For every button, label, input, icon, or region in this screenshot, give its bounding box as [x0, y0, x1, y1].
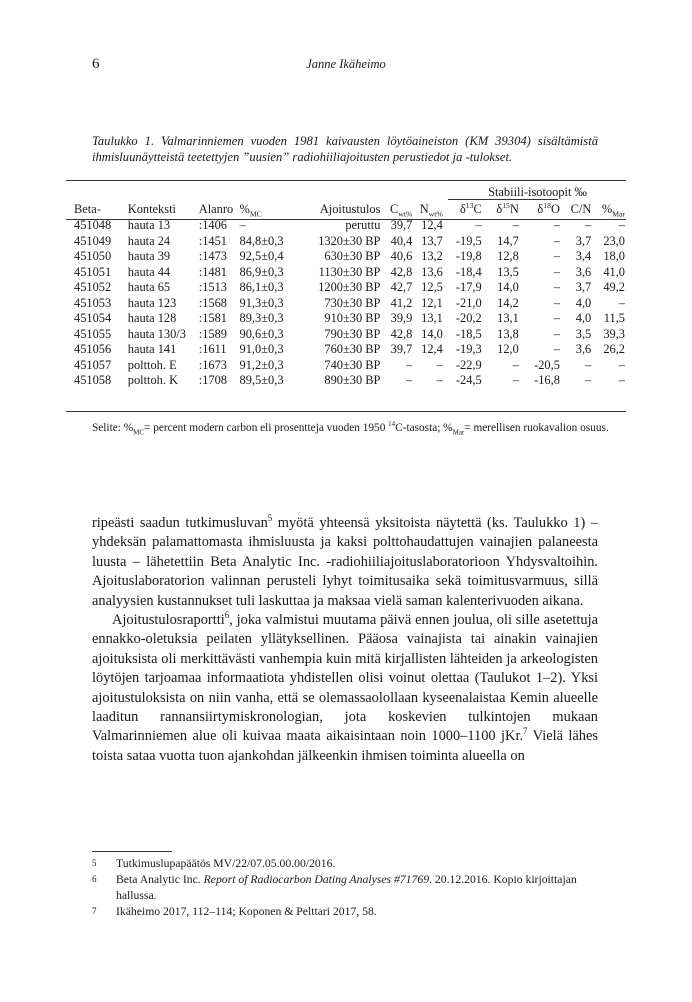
- cell-beta: 451058: [74, 373, 112, 387]
- cell-alnro: :1708: [198, 373, 227, 387]
- cell-n-wt: 13,7: [421, 233, 443, 248]
- col-context: Konteksti: [127, 202, 176, 216]
- cell-delta13c: -19,8: [455, 249, 482, 263]
- cell-n-wt: 12,5: [421, 280, 443, 294]
- cell-delta15n: 12,0: [497, 342, 519, 356]
- cell-delta18o: –: [553, 218, 560, 232]
- cell-delta13c: -19,3: [455, 342, 482, 356]
- cell-alnro: :1473: [198, 249, 227, 263]
- cell-context: hauta 130/3: [127, 326, 186, 341]
- cell-context: hauta 128: [127, 311, 177, 325]
- cell-context: hauta 44: [127, 264, 171, 279]
- running-head: Janne Ikäheimo: [306, 57, 386, 71]
- cell-cn: 3,5: [575, 326, 592, 341]
- table-row: [66, 280, 626, 296]
- table-row: [66, 311, 626, 327]
- cell-delta18o: –: [553, 280, 560, 294]
- footnote-ref-5: 5: [267, 513, 273, 524]
- cell-context: hauta 141: [127, 342, 177, 356]
- cell-alnro: :1581: [198, 311, 227, 325]
- col-delta18o: $\delta^{18}O$: [537, 200, 560, 216]
- cell-cn: 3,7: [575, 280, 592, 294]
- cell-c-wt: 42,8: [390, 326, 413, 341]
- cell-c-wt: –: [406, 373, 413, 387]
- cell-cn: –: [585, 218, 592, 232]
- col-delta15n: $\delta^{15}N$: [496, 200, 519, 216]
- cell-c-wt: 41,2: [390, 295, 413, 310]
- table-row: [66, 249, 626, 265]
- cell-percent-mar: 41,0: [603, 264, 625, 279]
- cell-dating: 1320±30 BP: [318, 233, 381, 248]
- footnotes: [92, 856, 598, 920]
- col-percent-mar: $\%_{Mar}$: [601, 202, 625, 219]
- page-number: 6: [92, 56, 100, 72]
- paragraph-1: ripeästi saadun tutkimusluvan$^5$ myötä yhteensä yksitoista näytettä (ks. Taulukko 1) – yhdeksän palamattomasta ihmisluusta ja kaksi polttohaudattujen vainajien palaneesta luusta – lähetettiin Beta Analytic Inc. -radiohiiliajoituslaboratorioon Yhdysvaltoihin. Ajoituslaboratorion valinnan perusteli lyhyt toimitusaika sekä toimitusvarmuus, sillä analyysien kustannukset tuli laskuttaa ja maksaa vielä saman kalenterivuoden aikana.: [92, 513, 598, 609]
- cell-n-wt: 12,4: [421, 218, 443, 232]
- col-cn: C/N: [570, 202, 592, 216]
- cell-beta: 451056: [74, 342, 112, 356]
- col-n-wt: $N_{wt\%}$: [419, 202, 443, 219]
- cell-context: hauta 24: [127, 233, 171, 248]
- cell-c-wt: 39,9: [390, 311, 413, 325]
- cell-percent-mar: 26,2: [603, 342, 625, 356]
- cell-beta: 451055: [74, 326, 112, 341]
- footnote-7: 7 Ikäheimo 2017, 112–114; Koponen & Pelttari 2017, 58.: [92, 905, 377, 918]
- cell-dating: 730±30 BP: [324, 295, 381, 310]
- col-delta13c: $\delta^{13}C$: [459, 200, 482, 216]
- cell-n-wt: 14,0: [421, 326, 443, 341]
- cell-n-wt: 13,6: [421, 264, 443, 279]
- cell-alnro: :1568: [198, 295, 227, 310]
- cell-beta: 451057: [74, 357, 112, 372]
- col-alnro: Alanro: [198, 202, 234, 216]
- table-bottom-rule: [66, 411, 626, 412]
- group-header-row: [66, 184, 626, 201]
- cell-n-wt: 12,4: [421, 342, 443, 356]
- cell-beta: 451051: [74, 264, 112, 279]
- table-row: [66, 218, 626, 234]
- cell-c-wt: –: [406, 357, 413, 372]
- table-row: [66, 358, 626, 374]
- cell-delta18o: -16,8: [534, 373, 560, 387]
- cell-cn: 3,4: [575, 249, 592, 263]
- cell-dating: peruttu: [345, 218, 381, 232]
- cell-percent-mc: 86,9±0,3: [239, 264, 284, 279]
- cell-delta18o: –: [553, 326, 560, 341]
- column-header-row: [66, 201, 626, 218]
- cell-c-wt: 42,8: [390, 264, 413, 279]
- cell-beta: 451054: [74, 311, 112, 325]
- cell-c-wt: 40,6: [390, 249, 413, 263]
- cell-percent-mc: 89,3±0,3: [239, 311, 284, 325]
- cell-delta15n: 14,7: [497, 233, 519, 248]
- cell-cn: 3,6: [575, 342, 592, 356]
- cell-cn: –: [585, 373, 592, 387]
- cell-delta15n: –: [512, 373, 519, 387]
- cell-delta15n: 13,8: [497, 326, 519, 341]
- footnote-ref-6: 6: [224, 610, 230, 621]
- footnote-ref-7: 7: [523, 726, 528, 737]
- cell-n-wt: –: [436, 357, 443, 372]
- cell-percent-mc: 84,8±0,3: [239, 233, 284, 248]
- cell-dating: 1200±30 BP: [318, 280, 381, 294]
- cell-cn: 3,6: [575, 264, 592, 279]
- cell-delta15n: 13,5: [497, 264, 519, 279]
- cell-context: hauta 65: [127, 280, 171, 294]
- cell-alnro: :1513: [198, 280, 227, 294]
- cell-percent-mc: 89,5±0,3: [239, 373, 284, 387]
- table-top-rule: [66, 180, 626, 181]
- cell-cn: –: [585, 357, 592, 372]
- cell-percent-mar: 39,3: [603, 326, 625, 341]
- cell-beta: 451050: [74, 249, 112, 263]
- cell-percent-mar: –: [618, 295, 625, 310]
- cell-percent-mc: –: [239, 218, 246, 232]
- table-row: [66, 327, 626, 343]
- cell-context: hauta 39: [127, 249, 171, 263]
- table-caption: Taulukko 1. Valmarinniemen vuoden 1981 kaivausten löytöaineiston (KM 39304) sisältämistä ihmisluunäytteistä teetettyjen ”uusien” radiohiiliajoitusten perustiedot ja -tulokset.: [92, 134, 598, 164]
- cell-delta15n: 13,1: [497, 311, 519, 325]
- cell-delta15n: –: [512, 218, 519, 232]
- cell-c-wt: 39,7: [390, 342, 413, 356]
- table-row: [66, 342, 626, 358]
- table-note: Selite: $\%_{MC}=$ percent modern carbon eli prosentteja vuoden 1950 $^{14}$C-tasosta; $\%_{Mar}=$ merellisen ruokavalion osuus.: [92, 420, 609, 437]
- cell-delta15n: 12,8: [497, 249, 519, 263]
- cell-dating: 910±30 BP: [324, 311, 381, 325]
- cell-n-wt: 12,1: [421, 295, 443, 310]
- cell-alnro: :1481: [198, 264, 227, 279]
- cell-percent-mc: 90,6±0,3: [239, 326, 284, 341]
- footnote-separator: [92, 851, 172, 852]
- col-percent-mc: $\%_{MC}$: [239, 202, 262, 219]
- cell-delta15n: –: [512, 357, 519, 372]
- cell-beta: 451049: [74, 233, 112, 248]
- cell-delta13c: -21,0: [455, 295, 482, 310]
- cell-dating: 760±30 BP: [324, 342, 381, 356]
- footnote-6: 6 Beta Analytic Inc. Report of Radiocarbon Dating Analyses #71769. 20.12.2016. Kopio kirjoittajan hallussa.: [92, 873, 577, 902]
- cell-beta: 451052: [74, 280, 112, 294]
- cell-percent-mc: 91,2±0,3: [239, 357, 284, 372]
- cell-n-wt: 13,1: [421, 311, 443, 325]
- col-beta: Beta-: [74, 202, 101, 216]
- cell-delta18o: –: [553, 311, 560, 325]
- cell-c-wt: 40,4: [390, 233, 413, 248]
- cell-percent-mc: 92,5±0,4: [239, 249, 284, 263]
- cell-c-wt: 42,7: [390, 280, 413, 294]
- cell-delta13c: -19,5: [455, 233, 482, 248]
- cell-delta13c: -20,2: [455, 311, 482, 325]
- table-row: [66, 265, 626, 281]
- cell-dating: 790±30 BP: [324, 326, 381, 341]
- cell-percent-mc: 91,0±0,3: [239, 342, 284, 356]
- cell-delta18o: -20,5: [534, 357, 560, 372]
- col-c-wt: $C_{wt\%}$: [389, 202, 413, 219]
- body-text: [92, 514, 598, 766]
- cell-context: hauta 123: [127, 295, 177, 310]
- cell-dating: 630±30 BP: [324, 249, 381, 263]
- cell-delta13c: -17,9: [455, 280, 482, 294]
- cell-delta13c: -18,5: [455, 326, 482, 341]
- cell-dating: 890±30 BP: [324, 373, 381, 387]
- cell-alnro: :1589: [198, 326, 227, 341]
- cell-dating: 1130±30 BP: [318, 264, 381, 279]
- cell-dating: 740±30 BP: [324, 357, 381, 372]
- cell-n-wt: 13,2: [421, 249, 443, 263]
- cell-beta: 451053: [74, 295, 112, 310]
- cell-percent-mar: 49,2: [603, 280, 625, 294]
- cell-percent-mar: –: [618, 218, 625, 232]
- cell-percent-mc: 86,1±0,3: [239, 280, 284, 294]
- cell-percent-mar: 11,5: [603, 311, 625, 325]
- cell-delta13c: –: [475, 218, 482, 232]
- cell-delta15n: 14,2: [497, 295, 519, 310]
- cell-cn: 3,7: [575, 233, 592, 248]
- cell-alnro: :1406: [198, 218, 227, 232]
- cell-cn: 4,0: [575, 295, 592, 310]
- cell-context: hauta 13: [127, 218, 171, 232]
- radiocarbon-table: [66, 184, 626, 389]
- cell-c-wt: 39,7: [390, 218, 413, 232]
- cell-beta: 451048: [74, 218, 112, 232]
- cell-delta15n: 14,0: [497, 280, 519, 294]
- cell-context: polttoh. E: [127, 357, 177, 372]
- cell-percent-mar: 23,0: [603, 233, 625, 248]
- cell-alnro: :1611: [198, 342, 227, 356]
- table-row: [66, 373, 626, 389]
- cell-percent-mc: 91,3±0,3: [239, 295, 284, 310]
- cell-n-wt: –: [436, 373, 443, 387]
- cell-delta13c: -24,5: [455, 373, 482, 387]
- cell-percent-mar: –: [618, 373, 625, 387]
- cell-delta13c: -18,4: [455, 264, 482, 279]
- cell-context: polttoh. K: [127, 373, 179, 387]
- col-dating: Ajoitustulos: [319, 202, 381, 216]
- group-header-stable-isotopes: Stabiili-isotoopit ‰: [488, 185, 587, 199]
- footnote-5: 5 Tutkimuslupapäätös MV/22/07.05.00.00/2016.: [92, 857, 336, 870]
- cell-delta18o: –: [553, 264, 560, 279]
- table-row: [66, 296, 626, 312]
- cell-alnro: :1673: [198, 357, 227, 372]
- cell-percent-mar: 18,0: [603, 249, 625, 263]
- cell-alnro: :1451: [198, 233, 227, 248]
- cell-delta13c: -22,9: [455, 357, 482, 372]
- paragraph-2: Ajoitustulosraportti$^6$, joka valmistui muutama päivä ennen joulua, oli sille asetettuja ennakko-oletuksia peilaten yllätyksellinen. Pääosa vainajista tai ainakin vainajien ajoituksista oli merkittävästi vanhempia kuin mitä kirjallisten lähteiden ja arkeologisten löytöjen tarjoamaa informaatiota yhdistellen olisi voinut olettaa (Taulukot 1–2). Yksi ajoitustuloksista on niin vanha, että se olemassaolollaan kyseenalaistaa Kemin alueelle laaditun rannansiirtymiskronologian, jota koskevien tulkintojen mukaan Valmarinniemen alue oli kuivaa maata aikaisintaan noin 1000–1100 jKr.$^7$ Vielä lähes toista sataa vuotta tuon ajankohdan jälkeenkin ihmisen toiminta alueella on: [92, 610, 598, 764]
- cell-delta18o: –: [553, 233, 560, 248]
- cell-cn: 4,0: [575, 311, 592, 325]
- cell-delta18o: –: [553, 249, 560, 263]
- cell-delta18o: –: [553, 342, 560, 356]
- table-row: [66, 234, 626, 250]
- cell-delta18o: –: [553, 295, 560, 310]
- cell-percent-mar: –: [618, 357, 625, 372]
